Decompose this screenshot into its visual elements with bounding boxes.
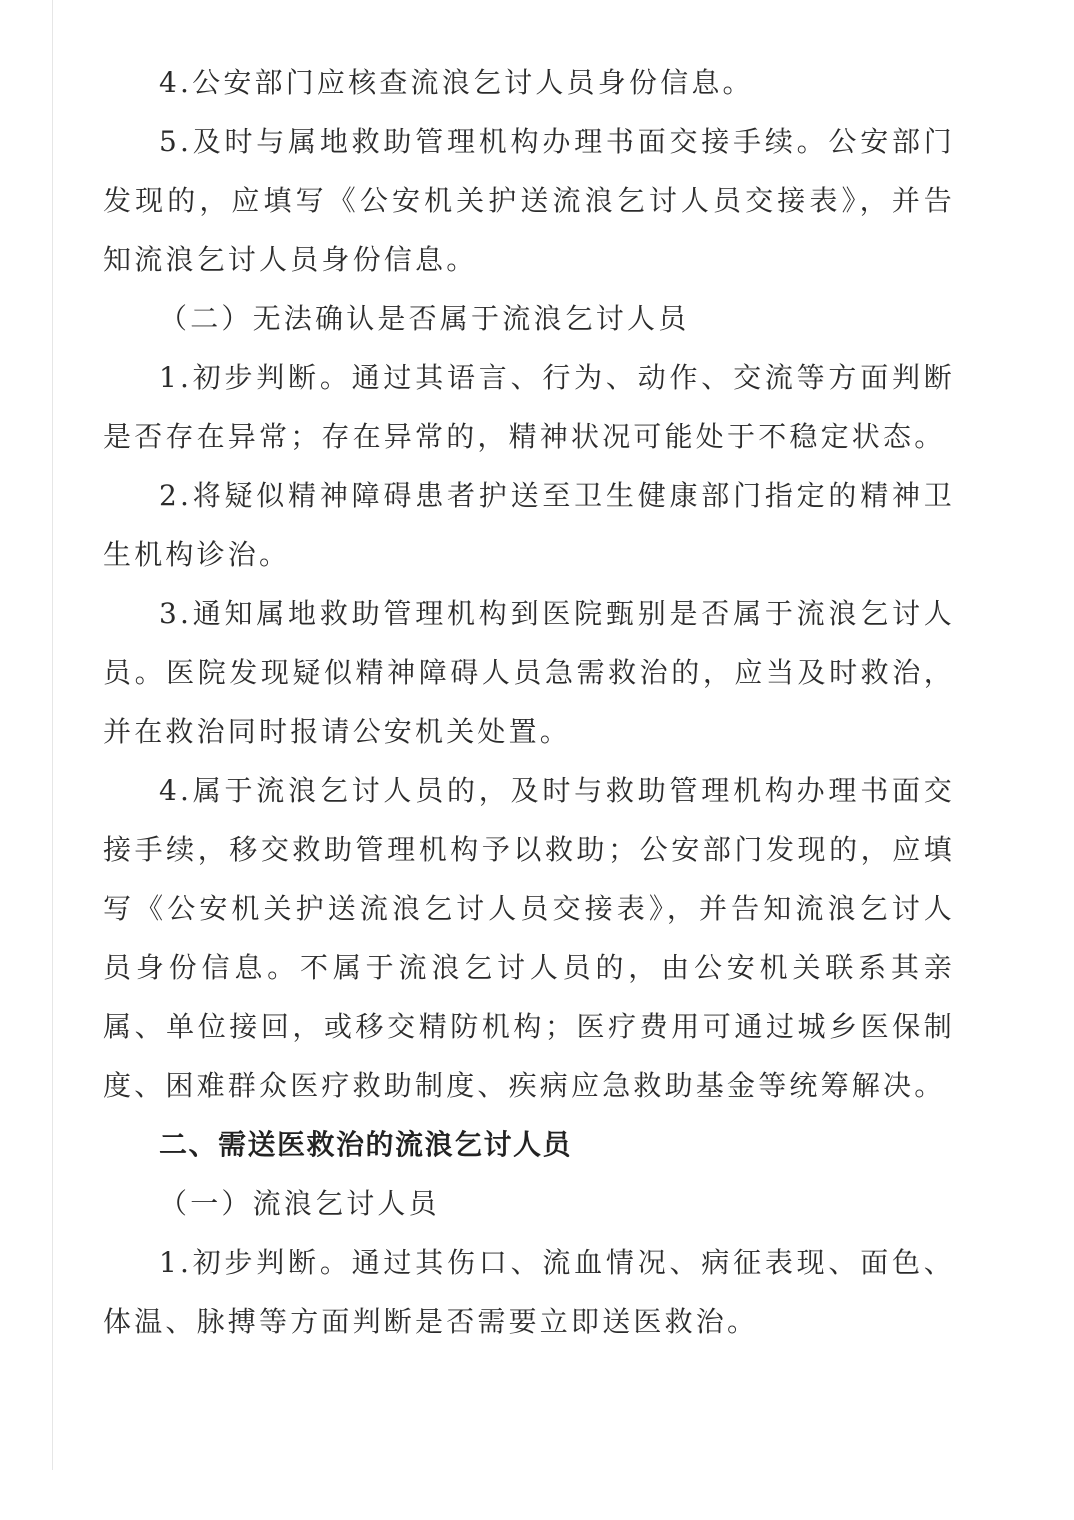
paragraph-item-4-verify-identity: 4.公安部门应核查流浪乞讨人员身份信息。 bbox=[159, 66, 754, 99]
paragraph-item-4-transfer: 4.属于流浪乞讨人员的，及时与救助管理机构办理书面交接手续，移交救助管理机构予以救助；公安部门发现的，应填写《公安机关护送流浪乞讨人员交接表》，并告知流浪乞讨人员身份信息。不属于流浪乞讨人员的，由公安机关联系其亲属、单位接回，或移交精防机构；医疗费用可通过城乡医保制度、困难群众医疗救助制度、疾病应急救助基金等统筹解决。 bbox=[103, 774, 955, 1102]
paragraph-item-1-initial-judgment: 1.初步判断。通过其语言、行为、动作、交流等方面判断是否存在异常；存在异常的，精神状况可能处于不稳定状态。 bbox=[103, 361, 955, 453]
left-margin-rule bbox=[52, 0, 53, 1470]
paragraph-item-5-handover: 5.及时与属地救助管理机构办理书面交接手续。公安部门发现的，应填写《公安机关护送流浪乞讨人员交接表》，并告知流浪乞讨人员身份信息。 bbox=[103, 125, 955, 276]
section-heading-medical-treatment: 二、需送医救治的流浪乞讨人员 bbox=[159, 1128, 573, 1161]
paragraph-item-3-notify-agency: 3.通知属地救助管理机构到医院甄别是否属于流浪乞讨人员。医院发现疑似精神障碍人员急需救治的，应当及时救治，并在救治同时报请公安机关处置。 bbox=[103, 597, 955, 748]
document-body bbox=[103, 53, 955, 1351]
section-subheading-vagrants: （一）流浪乞讨人员 bbox=[159, 1187, 440, 1220]
section-subheading-unconfirmed: （二）无法确认是否属于流浪乞讨人员 bbox=[159, 302, 690, 335]
paragraph-item-2-escort-to-hospital: 2.将疑似精神障碍患者护送至卫生健康部门指定的精神卫生机构诊治。 bbox=[103, 479, 955, 571]
paragraph-item-1-initial-medical-judgment: 1.初步判断。通过其伤口、流血情况、病征表现、面色、体温、脉搏等方面判断是否需要立即送医救治。 bbox=[103, 1246, 955, 1338]
